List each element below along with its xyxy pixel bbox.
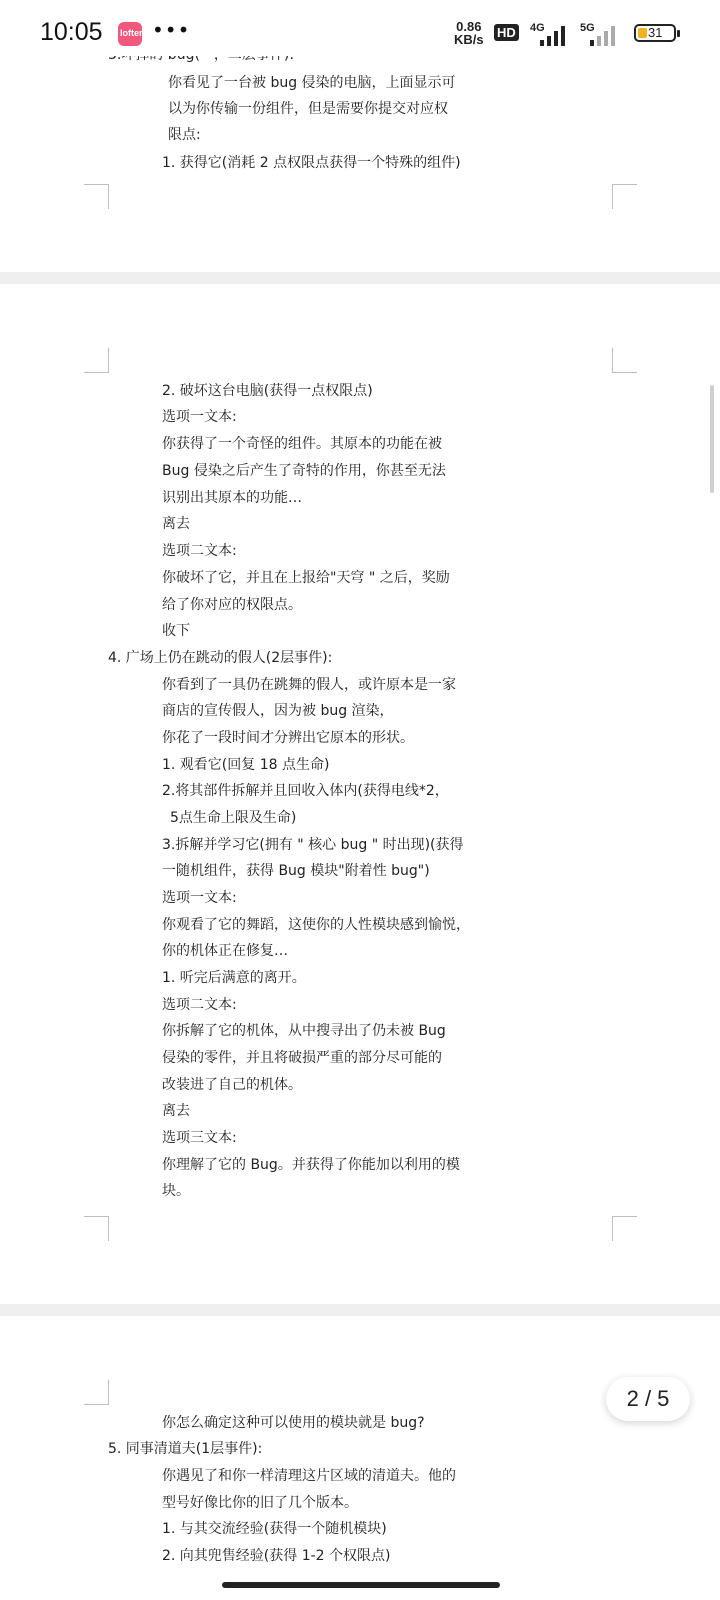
text-line: 你看见了一台被 bug 侵染的电脑，上面显示可 <box>168 75 456 91</box>
signal-icon <box>590 24 620 46</box>
text-line: 限点: <box>168 127 201 143</box>
text-line: 2. 破坏这台电脑(获得一点权限点) <box>162 383 373 399</box>
page-corner-mark <box>612 1216 637 1241</box>
text-line: 你遇见了和你一样清理这片区域的清道夫。他的 <box>162 1468 456 1484</box>
text-line: 收下 <box>162 623 190 639</box>
page-separator <box>0 1304 720 1316</box>
text-line: 改装进了自己的机体。 <box>162 1077 302 1093</box>
page-corner-mark <box>84 348 109 373</box>
text-line: 你的机体正在修复… <box>162 943 288 959</box>
text-line: 型号好像比你的旧了几个版本。 <box>162 1495 358 1511</box>
text-line: 侵染的零件，并且将破损严重的部分尽可能的 <box>162 1050 442 1066</box>
text-line: 识别出其原本的功能… <box>162 490 302 506</box>
page-corner-mark <box>84 1216 109 1241</box>
text-line: 选项二文本: <box>162 543 237 559</box>
text-line: 3.拆解并学习它(拥有 " 核心 bug " 时出现)(获得 <box>162 837 464 853</box>
text-line: 以为你传输一份组件，但是需要你提交对应权 <box>168 101 448 117</box>
text-line: 2.将其部件拆解并且回收入体内(获得电线*2， <box>162 783 449 799</box>
home-indicator[interactable] <box>222 1582 500 1588</box>
text-line: 离去 <box>162 1103 190 1119</box>
page-indicator[interactable]: 2 / 5 <box>606 1377 690 1421</box>
page-corner-mark <box>84 184 109 209</box>
text-line: 4. 广场上仍在跳动的假人(2层事件): <box>108 650 333 666</box>
text-line: 选项一文本: <box>162 409 237 425</box>
text-line: 你理解了它的 Bug。并获得了你能加以利用的模 <box>162 1157 460 1173</box>
battery-level: 31 <box>648 25 663 40</box>
page-corner-mark <box>612 184 637 209</box>
network-speed-value: 0.86 <box>456 19 482 34</box>
page-corner-mark <box>612 348 637 373</box>
text-line: 1. 获得它(消耗 2 点权限点获得一个特殊的组件) <box>162 155 461 171</box>
text-line: 5. 同事清道夫(1层事件): <box>108 1441 263 1457</box>
clock: 10:05 <box>40 18 103 46</box>
text-line: 一随机组件，获得 Bug 模块"附着性 bug") <box>162 863 430 879</box>
text-line: 选项三文本: <box>162 1130 237 1146</box>
text-line: 你看到了一具仍在跳舞的假人，或许原本是一家 <box>162 677 456 693</box>
network-speed-unit: KB/s <box>454 32 484 47</box>
text-line: 1. 听完后满意的离开。 <box>162 970 306 986</box>
scrollbar-thumb[interactable] <box>710 385 714 493</box>
text-line: 你获得了一个奇怪的组件。其原本的功能在被 <box>162 436 442 452</box>
status-bar <box>0 0 720 56</box>
text-line: 离去 <box>162 516 190 532</box>
battery-icon <box>634 24 676 42</box>
text-line: 选项二文本: <box>162 997 237 1013</box>
text-line: 2. 向其兜售经验(获得 1-2 个权限点) <box>162 1548 391 1564</box>
text-line: 块。 <box>162 1183 190 1199</box>
text-line: 选项一文本: <box>162 890 237 906</box>
text-line: 1. 与其交流经验(获得一个随机模块) <box>162 1521 387 1537</box>
text-line: 你怎么确定这种可以使用的模块就是 bug? <box>162 1415 425 1431</box>
signal-icon <box>540 24 570 46</box>
text-line: 1. 观看它(回复 18 点生命) <box>162 757 330 773</box>
signal-type-label: 4G <box>530 22 545 34</box>
page-corner-mark <box>84 1380 109 1405</box>
network-speed <box>454 20 484 46</box>
text-line: 你拆解了它的机体，从中搜寻出了仍未被 Bug <box>162 1023 446 1039</box>
text-line: 商店的宣传假人，因为被 bug 渲染， <box>162 703 394 719</box>
more-notifications-icon: ••• <box>152 18 191 42</box>
text-line: 5点生命上限及生命) <box>170 810 297 826</box>
text-line: 你观看了它的舞蹈，这使你的人性模块感到愉悦， <box>162 917 470 933</box>
signal-type-label: 5G <box>580 22 595 34</box>
lofter-app-icon: lofter <box>118 22 142 46</box>
hd-icon: HD <box>494 24 519 41</box>
text-line: 给了你对应的权限点。 <box>162 597 302 613</box>
page-separator <box>0 272 720 284</box>
text-line: Bug 侵染之后产生了奇特的作用，你甚至无法 <box>162 463 446 479</box>
text-line: 你破坏了它，并且在上报给"天穹 " 之后，奖励 <box>162 570 450 586</box>
text-line: 你花了一段时间才分辨出它原本的形状。 <box>162 730 414 746</box>
